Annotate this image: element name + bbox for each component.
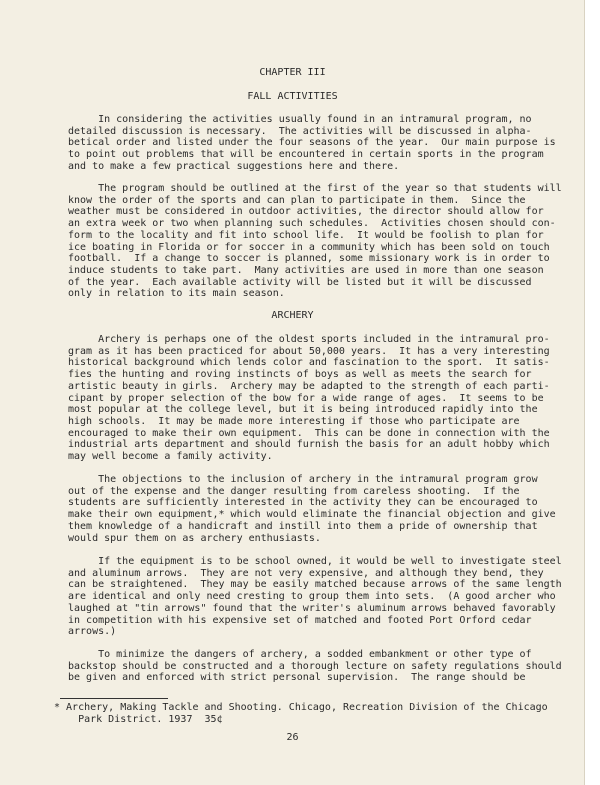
text-line: would spur them on as archery enthusiasts. <box>68 532 321 544</box>
text-line: and to make a few practical suggestions here and there. <box>68 160 400 172</box>
text-line: betical order and listed under the four seasons of the year. Our main purpose is <box>68 137 556 149</box>
text-line: arrows.) <box>68 626 117 638</box>
text-line: The objections to the inclusion of archery in the intramural program grow <box>68 474 538 485</box>
text-line: students are sufficiently interested in the activity they can be encouraged to <box>68 497 538 509</box>
text-line: may well become a family activity. <box>68 451 273 462</box>
text-line: laughed at "tin arrows" found that the writer's aluminum arrows behaved favorably <box>68 602 556 614</box>
text-line: an extra week or two when planning such schedules. Activities chosen should con- <box>68 218 556 230</box>
chapter-heading: CHAPTER III <box>259 67 326 78</box>
text-line: and aluminum arrows. They are not very expensive, and although they bend, they <box>68 567 544 579</box>
footnote-rule <box>60 698 168 699</box>
text-line: to point out problems that will be encountered in certain sports in the program <box>68 149 544 161</box>
text-line: induce students to take part. Many activities are used in more than one season <box>68 264 544 276</box>
text-line: can be straightened. They may be easily matched because arrows of the same length <box>68 579 562 591</box>
text-line: If the equipment is to be school owned, it would be well to investigate steel <box>68 556 562 567</box>
text-line: them knowledge of a handicraft and instill into them a pride of ownership that <box>68 520 538 532</box>
text-line: In considering the activities usually found in an intramural program, no <box>68 114 532 125</box>
text-line: The program should be outlined at the first of the year so that students will <box>68 183 562 194</box>
section-title: FALL ACTIVITIES <box>247 91 338 102</box>
text-line: historical background which lends color and fascination to the sport. It satis- <box>68 357 550 369</box>
subsection-title: ARCHERY <box>271 310 314 321</box>
text-line: To minimize the dangers of archery, a sodded embankment or other type of <box>68 649 532 660</box>
text-line: industrial arts department and should furnish the basis for an adult hobby which <box>68 439 550 451</box>
footnote-line: Park District. 1937 35¢ <box>54 713 223 725</box>
text-line: fies the hunting and roving instincts of boys as well as meets the search for <box>68 369 532 381</box>
page-number: 26 <box>286 732 299 743</box>
text-line: backstop should be constructed and a thorough lecture on safety regulations should <box>68 660 562 672</box>
text-line: out of the expense and the danger resulting from careless shooting. If the <box>68 485 520 497</box>
text-line: most popular at the college level, but it is being introduced rapidly into the <box>68 404 538 416</box>
text-line: in competition with his expensive set of matched and footed Port Orford cedar <box>68 614 532 626</box>
text-line: ice boating in Florida or for soccer in a community which has been sold on touch <box>68 241 550 253</box>
text-line: cipant by proper selection of the bow for a wide range of ages. It seems to be <box>68 392 544 404</box>
text-line: are identical and only need cresting to group them into sets. (A good archer who <box>68 591 556 603</box>
text-line: detailed discussion is necessary. The activities will be discussed in alpha- <box>68 125 532 137</box>
text-line: be given and enforced with strict personal supervision. The range should be <box>68 672 526 684</box>
footnote-line: * Archery, Making Tackle and Shooting. Chicago, Recreation Division of the Chicago <box>54 702 548 713</box>
text-line: gram as it has been practiced for about 50,000 years. It has a very interesting <box>68 345 550 357</box>
text-line: football. If a change to soccer is planned, some missionary work is in order to <box>68 253 550 265</box>
text-line: know the order of the sports and can plan to participate in them. Since the <box>68 194 526 206</box>
text-line: encouraged to make their own equipment. This can be done in connection with the <box>68 427 550 439</box>
text-line: of the year. Each available activity will be listed but it will be discussed <box>68 276 532 288</box>
text-line: weather must be considered in outdoor activities, the director should allow for <box>68 206 544 218</box>
text-line: artistic beauty in girls. Archery may be adapted to the strength of each parti- <box>68 380 550 392</box>
text-line: form to the locality and fit into school life. It would be foolish to plan for <box>68 229 544 241</box>
text-line: high schools. It may be made more interesting if those who participate are <box>68 415 520 427</box>
text-line: Archery is perhaps one of the oldest sports included in the intramural pro- <box>68 334 550 345</box>
text-line: make their own equipment,* which would eliminate the financial objection and give <box>68 509 556 521</box>
text-line: only in relation to its main season. <box>68 288 285 300</box>
